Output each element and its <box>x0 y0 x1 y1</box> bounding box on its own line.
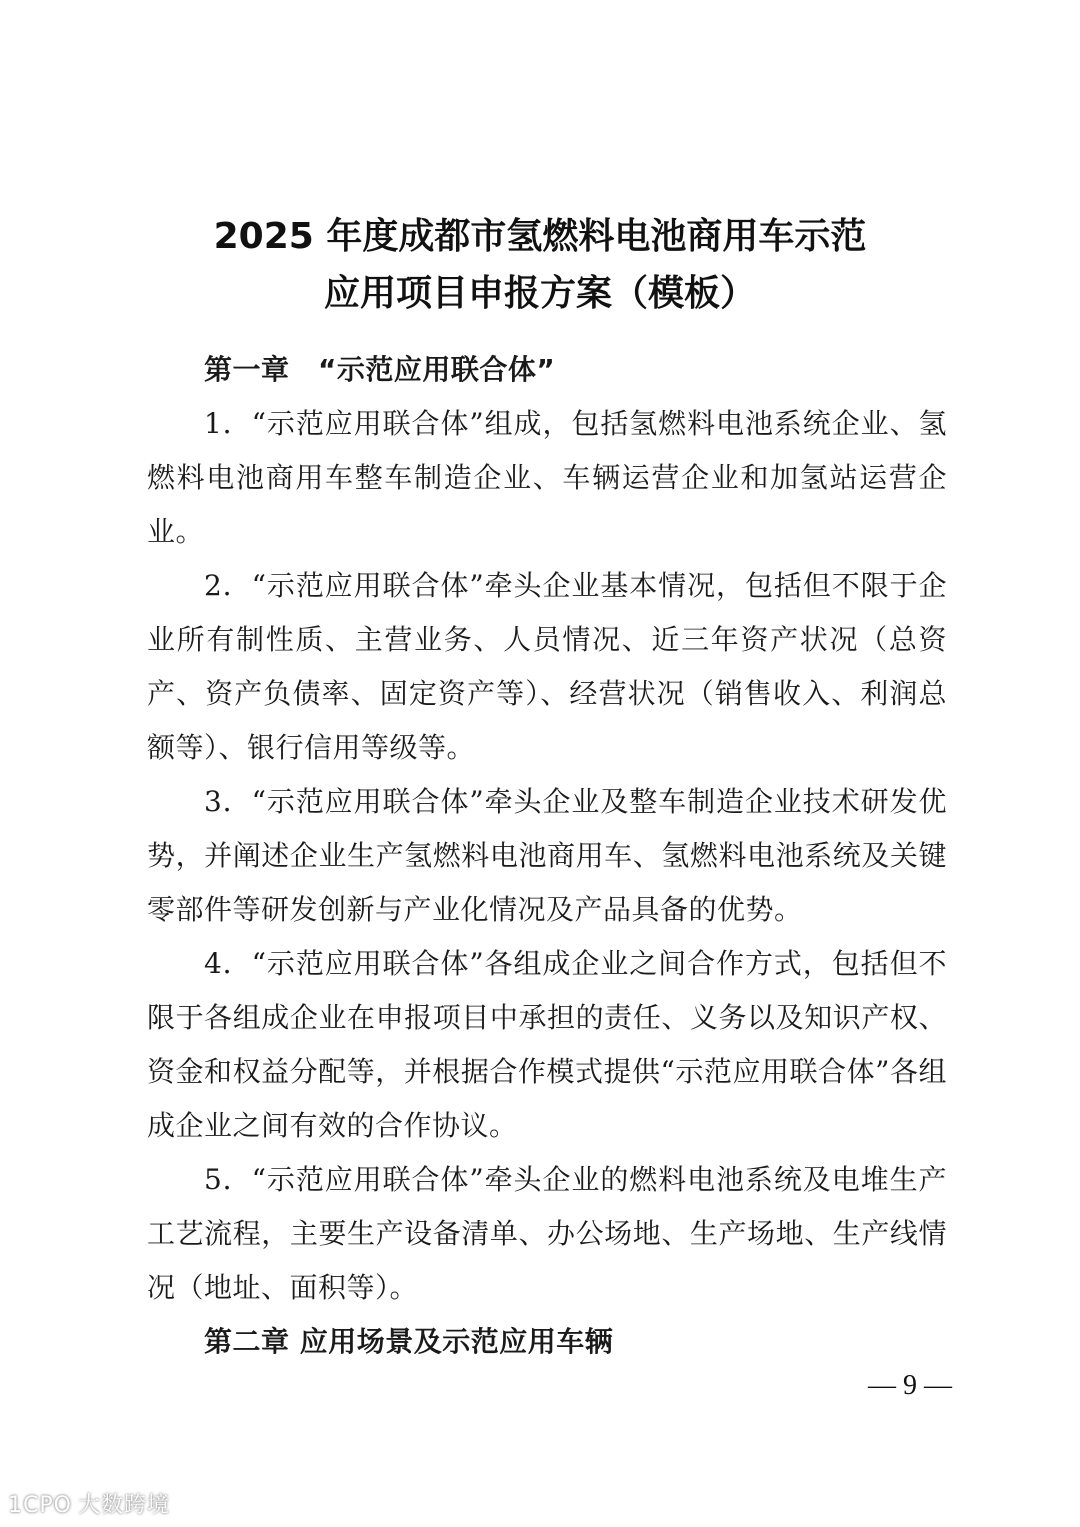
chapter-1-heading: 第一章 “示范应用联合体” <box>204 353 556 386</box>
paragraph-4: 4．“示范应用联合体”各组成企业之间合作方式，包括但不限于各组成企业在申报项目中承担的责任、义务以及知识产权、资金和权益分配等，并根据合作模式提供“示范应用联合体”各组成企业之间有效的合作协议。 <box>147 947 947 1142</box>
paragraph-2: 2．“示范应用联合体”牵头企业基本情况，包括但不限于企业所有制性质、主营业务、人员情况、近三年资产状况（总资产、资产负债率、固定资产等）、经营状况（销售收入、利润总额等）、银行信用等级等。 <box>147 569 947 764</box>
page-number: — 9 — <box>868 1370 952 1401</box>
watermark-text: 大数跨境 <box>77 1493 170 1518</box>
paragraph-1: 1．“示范应用联合体”组成，包括氢燃料电池系统企业、氢燃料电池商用车整车制造企业、车辆运营企业和加氢站运营企业。 <box>147 407 947 548</box>
chapter-2-heading: 第二章 应用场景及示范应用车辆 <box>204 1325 614 1358</box>
document-title-line-2: 应用项目申报方案（模板） <box>323 273 756 314</box>
paragraph-5: 5．“示范应用联合体”牵头企业的燃料电池系统及电堆生产工艺流程，主要生产设备清单、办公场地、生产场地、生产线情况（地址、面积等）。 <box>147 1163 947 1304</box>
document-body <box>147 343 947 1369</box>
watermark <box>8 1488 170 1519</box>
paragraph-3: 3．“示范应用联合体”牵头企业及整车制造企业技术研发优势，并阐述企业生产氢燃料电池商用车、氢燃料电池系统及关键零部件等研发创新与产业化情况及产品具备的优势。 <box>147 785 947 926</box>
watermark-logo-icon: 1CPO <box>8 1493 72 1518</box>
document-title-line-1: 2025 年度成都市氢燃料电池商用车示范 <box>213 216 867 257</box>
